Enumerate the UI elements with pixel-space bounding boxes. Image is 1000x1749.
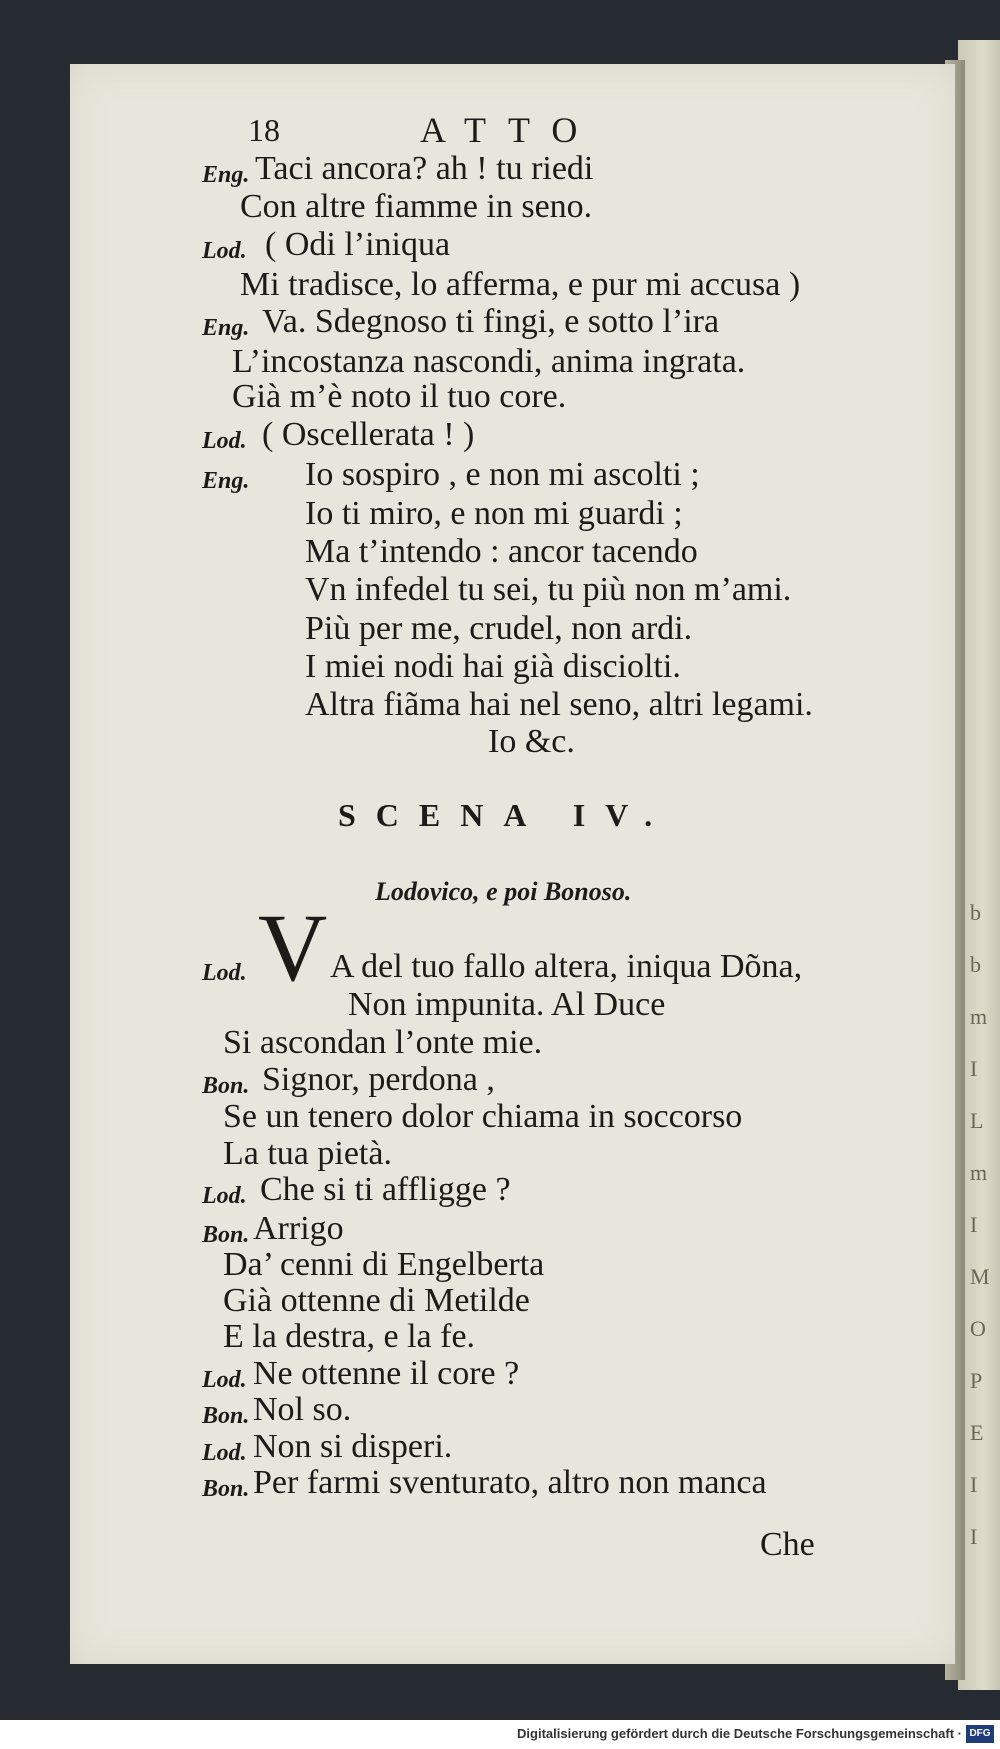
verse-line: E la destra, e la fe. <box>223 1318 476 1355</box>
speaker-label: Lod. <box>202 1183 247 1209</box>
verse-line: Se un tenero dolor chiama in soccorso <box>223 1098 743 1135</box>
verse-line: Non si disperi. <box>253 1428 453 1465</box>
speaker-label: Lod. <box>202 238 247 264</box>
speaker-label: Lod. <box>202 428 247 454</box>
drop-cap: V <box>258 894 328 1001</box>
verse-line: Mi tradisce, lo afferma, e pur mi accusa ) <box>240 266 801 303</box>
speaker-label: Eng. <box>202 468 250 494</box>
catchword: Che <box>760 1526 815 1563</box>
speaker-label: Eng. <box>202 315 250 341</box>
verse-line: Che si ti affligge ? <box>260 1171 511 1208</box>
speaker-label: Bon. <box>202 1073 250 1099</box>
speaker-label: Bon. <box>202 1403 250 1429</box>
dfg-logo: DFG <box>966 1725 994 1743</box>
verse-line: Già ottenne di Metilde <box>223 1282 530 1319</box>
verse-line: Io ti miro, e non mi guardi ; <box>305 495 683 532</box>
verse-line: Ne ottenne il core ? <box>253 1355 520 1392</box>
verse-line: Nol so. <box>253 1391 352 1428</box>
verse-line: ( Odi l’iniqua <box>265 226 451 263</box>
verse-line: A del tuo fallo altera, iniqua Dõna, <box>330 948 803 985</box>
verse-line: Io sospiro , e non mi ascolti ; <box>305 456 700 493</box>
scene-heading: SCENA IV. <box>338 797 673 833</box>
verse-line: Altra fiãma hai nel seno, altri legami. <box>305 686 813 723</box>
verse-line: Taci ancora? ah ! tu riedi <box>255 150 594 187</box>
verse-line: Va. Sdegnoso ti fingi, e sotto l’ira <box>262 303 720 340</box>
speaker-label: Lod. <box>202 1367 247 1393</box>
footer-credit: Digitalisierung gefördert durch die Deutsche Forschungsgemeinschaft · <box>517 1726 962 1741</box>
verse-line: Arrigo <box>253 1210 344 1247</box>
verse-line: Si ascondan l’onte mie. <box>223 1024 543 1061</box>
verse-line: La tua pietà. <box>223 1135 392 1172</box>
verse-line: Più per me, crudel, non ardi. <box>305 610 693 647</box>
page-number: 18 <box>248 112 280 148</box>
adjacent-page-letters: b b m I L m I M O P E I I <box>970 900 990 1549</box>
verse-line: Già m’è noto il tuo core. <box>232 378 567 415</box>
scene-characters: Lodovico, e poi Bonoso. <box>375 877 632 906</box>
speaker-label: Bon. <box>202 1222 250 1248</box>
verse-line: Vn infedel tu sei, tu più non m’ami. <box>305 571 792 608</box>
verse-line: L’incostanza nascondi, anima ingrata. <box>232 343 746 380</box>
verse-line: Per farmi sventurato, altro non manca <box>253 1464 767 1501</box>
speaker-label: Bon. <box>202 1476 250 1502</box>
verse-line: Da’ cenni di Engelberta <box>223 1246 545 1283</box>
verse-line: Non impunita. Al Duce <box>348 986 666 1023</box>
verse-line: Con altre fiamme in seno. <box>240 188 593 225</box>
verse-line: I miei nodi hai già disciolti. <box>305 648 681 685</box>
speaker-label: Lod. <box>202 960 247 986</box>
verse-line: ( Oscellerata ! ) <box>262 416 475 453</box>
speaker-label: Eng. <box>202 162 250 188</box>
footer-bar <box>0 1720 1000 1749</box>
speaker-label: Lod. <box>202 1440 247 1466</box>
verse-line: Ma t’intendo : ancor tacendo <box>305 533 698 570</box>
verse-line: Io &c. <box>488 723 575 760</box>
verse-line: Signor, perdona , <box>262 1061 495 1098</box>
running-title: ATTO <box>420 110 600 150</box>
